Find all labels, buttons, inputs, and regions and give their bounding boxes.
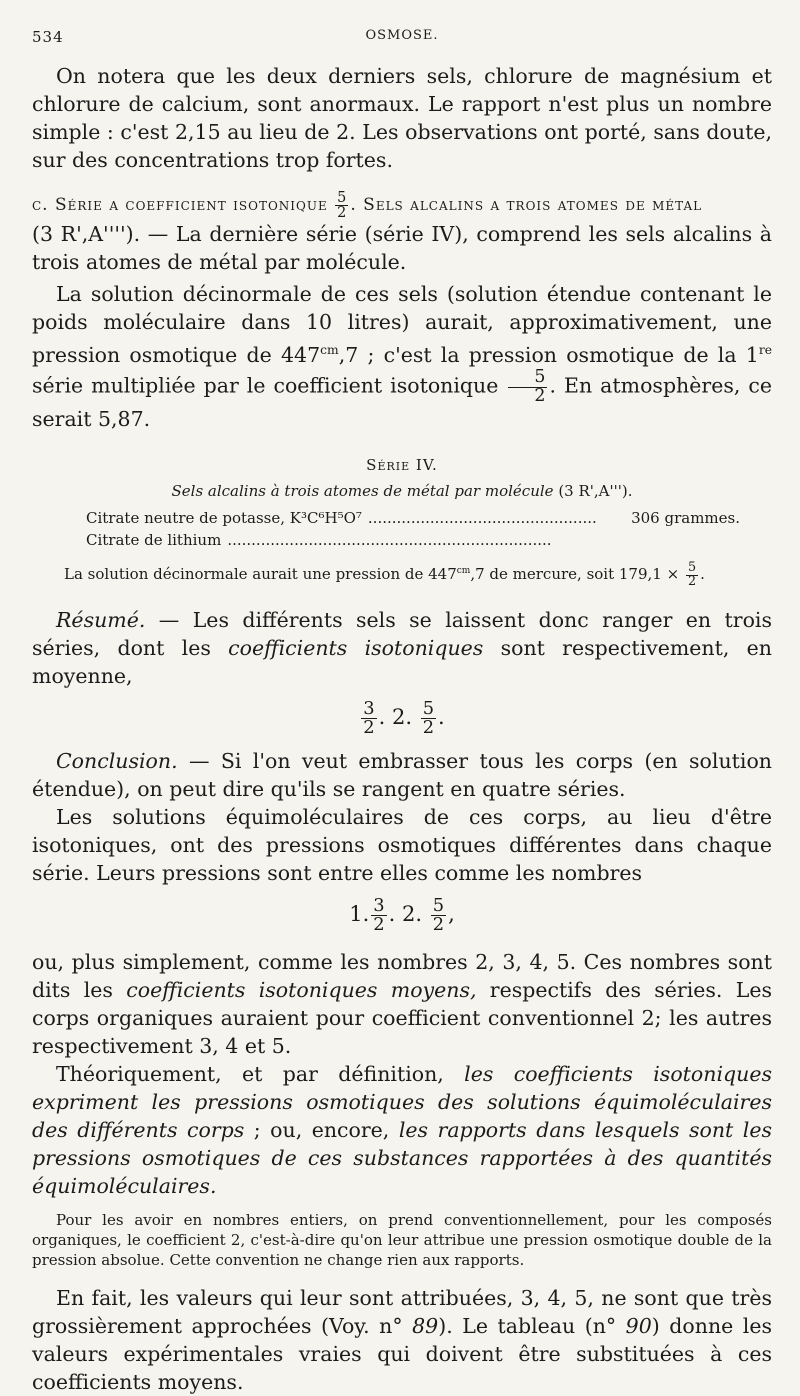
serie-iv-subheading: Sels alcalins à trois atomes de métal par molécule (3 R',A'''). [171,482,633,501]
paragraph-mean-coefficients: ou, plus simplement, comme les nombres 2, 3, 4, 5. Ces nombres sont dits les coefficients isotoniques moyens, respectifs des séries. Les corps organiques auraient pour coefficient conventionnel 2; les autres respectivement 3, 4 et 5. [32,949,773,1058]
row-value: 306 grammes. [631,509,740,528]
serie-iv-note: La solution décinormale aurait une pression de $447^{cm},7$ de mercure, soit 179,1 × $\frac{5}{2}$ . [64,559,705,589]
section-c-continuation: (3 R',A''''). — La dernière série (série IV), comprend les sels alcalins à trois atomes de métal par molécule. [32,222,772,275]
conclusion-formula: 1. $\frac{3}{2}$ . 2. $\frac{5}{2}$ , [349,895,455,935]
page [32,28,772,1396]
section-c-title: . Sels alcalins a trois atomes de métal [350,195,703,215]
note-fraction: $\frac{5}{2}$ [687,559,697,589]
paragraph-conclusion: Conclusion. — Si l'on veut embrasser tous les corps (en solution étendue), on peut dire qu'ils se rangent en quatre séries. [32,749,772,802]
page-number: 534 [32,28,64,46]
paragraph-approximation: En fait, les valeurs qui leur sont attribuées, 3, 4, 5, ne sont que très grossièrement approchées (Voy. n° 89). Le tableau (n° 90) donne les valeurs expérimentales vraies qui doivent être substituées à ces coefficients moyens. [32,1285,772,1394]
coefficient-fraction: $\frac{5}{2}$ [508,369,547,405]
running-title: OSMOSE. [365,28,439,43]
serie-iv-heading: Série IV. [366,456,438,475]
section-c-fraction: $\frac{5}{2}$ [337,189,347,221]
paragraph-resume: Résumé. — Les différents sels se laissent donc ranger en trois séries, dont les coefficients isotoniques sont respectivement, en moyenne, [32,608,772,689]
paragraph-theory: Théoriquement, et par définition, les coefficients isotoniques expriment les pressions osmotiques des solutions équimoléculaires des différents corps ; ou, encore, les rapports dans lesquels sont les pressions osmotiques de ces substances rapportées à des quantités équimoléculaires. [32,1061,773,1198]
resume-formula: $\frac{3}{2}$ . 2. $\frac{5}{2}$ . [363,698,445,739]
paragraph-anomalous-salts: On notera que les deux derniers sels, chlorure de magnésium et chlorure de calcium, sont anormaux. Le rapport n'est plus un nombre simple : c'est 2,15 au lieu de 2. Les observations ont porté, sans doute, sur des concentrations trop fortes. [32,64,772,172]
table-row: Citrate de lithium .................................................................... [86,531,552,550]
page-header [32,28,772,52]
row-label: Citrate de lithium [86,531,222,550]
reference-89: 89 [412,1313,439,1338]
conclusion-label: Conclusion. [56,749,178,774]
section-c-heading [32,190,772,220]
paragraph-decinormal-solution: La solution décinormale de ces sels (solution étendue contenant le poids moléculaire dans 10 litres) aurait, approximativement, une pression osmotique de $447^{cm},7$ ; c'est la pression osmotique de la 1re série multipliée par le coefficient isotonique $\frac{5}{2}$ . En atmosphères, ce serait 5,87. [32,282,772,432]
table-row: Citrate neutre de potasse, K³C⁶H⁵O⁷ ................................................ 306 grammes. [86,509,740,528]
resume-label: Résumé. [56,608,146,633]
reference-90: 90 [625,1313,652,1338]
row-label: Citrate neutre de potasse, K³C⁶H⁵O⁷ [86,509,362,528]
footnote: Pour les avoir en nombres entiers, on prend conventionnellement, pour les composés organiques, le coefficient 2, c'est-à-dire qu'on leur attribue une pression osmotique double de la pression absolue. Cette convention ne change rien aux rapports. [32,1210,772,1269]
paragraph-equimolecular: Les solutions équimoléculaires de ces corps, au lieu d'être isotoniques, ont des pressions osmotiques différentes dans chaque série. Leurs pressions sont entre elles comme les nombres [32,805,772,886]
serie-iv-block [64,455,740,588]
section-c-label: c. Série a coefficient isotonique [32,195,328,215]
